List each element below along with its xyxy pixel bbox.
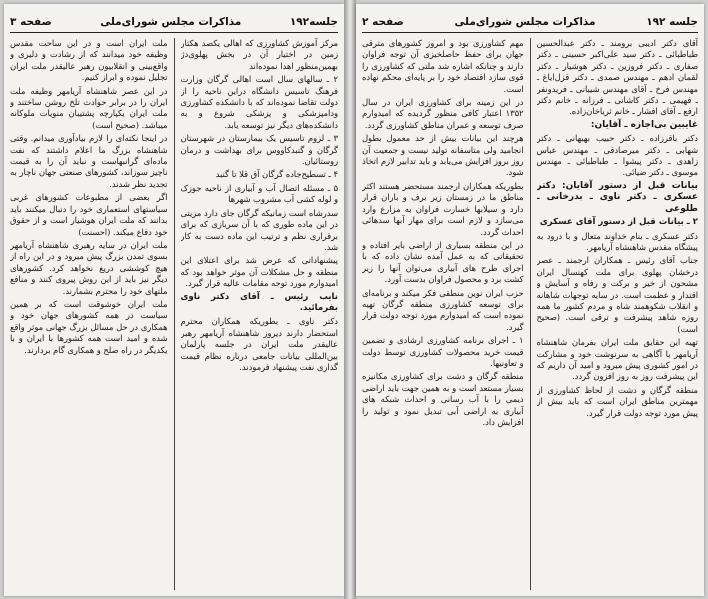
- page-number: صفحه ۲: [362, 16, 404, 28]
- text-columns: [10, 38, 338, 590]
- paragraph: در اینجا نکته‌ای را لازم بیادآوری میدانم. وقتی شاهنشاه بزرگ ما اعلام داشتند که نفت ماده‌ای گرانبهاست و نباید آن را به قیمت ناچیز سوزاند، کشورهای صنعتی جهان ناچار به تجدید نظر شدند.: [10, 133, 168, 189]
- column-left: [10, 38, 168, 590]
- paragraph: دکتر باقرزاده ـ دکتر حبیب بهبهانی ـ دکتر شهابی ـ دکتر میرصادقی ـ مهندس عباس زاهدی ـ دکتر پیشوا ـ طباطبائی ـ مهندس موسوی ـ دکتر ضیائی.: [536, 133, 698, 178]
- paragraph: هرچند این بیانات بیش از حد معمول بطول انجامید ولی متاسفانه تولید نیست و جمعیت آن روز بروز افزایش می‌یابد و باید تدابیر لازم اتخاذ شود.: [362, 133, 524, 178]
- paragraph: منطقه گرگان و دشت از لحاظ کشاورزی از مهمترین مناطق ایران است که باید بیش از پیش مورد توجه دولت قرار گیرد.: [536, 384, 698, 418]
- header-rule: [362, 32, 698, 33]
- paragraph: مهم کشاورزی بود و امروز کشورهای مترقی جهان برای حفظ حاصلخیزی آن توجه فراوان دارند و چنانکه اشاره شد ملتی که کشاورزی را قوی سازد اقتصاد خود را بر پایه‌ای محکم نهاده است.: [362, 38, 524, 94]
- binding-gutter: [344, 0, 356, 599]
- session-label: جلسه۱۹۲: [289, 16, 338, 28]
- publication-title: مذاکرات مجلس شورای‌ملی: [454, 16, 596, 28]
- page-number: صفحه ۳: [10, 16, 52, 28]
- column-right: [181, 38, 339, 590]
- paragraph: ملت ایران در سایه رهبری شاهنشاه آریامهر بسوی تمدن بزرگ پیش میرود و در این راه از هیچ کوششی دریغ نخواهد کرد. کشورهای دیگر نیز باید از این روش پیروی کنند و منافع ملتهای خود را محترم بشمارند.: [10, 239, 168, 296]
- paragraph: در این منطقه بسیاری از اراضی بایر افتاده و تحقیقاتی که به عمل آمده نشان داده که با اجرای طرح های آبیاری می‌توان آنها را زیر کشت برد و محصول فراوان بدست آورد.: [362, 239, 524, 285]
- speaker-line: نایب رئیس ـ آقای دکتر ناوی بفرمائید.: [180, 291, 338, 313]
- text-columns: [362, 38, 698, 590]
- publication-title: مذاکرات مجلس شورای‌ملی: [100, 16, 242, 28]
- paragraph: جناب آقای رئیس ـ همکاران ارجمند ـ عصر درخشان پهلوی برای ملت کهنسال ایران مشحون از خیر و برکت و رفاه و آسایش و اقتدار و عظمت است. در سایه توجهات شاهانه و انقلاب شکوهمند شاه و مردم کشور ما همه روزه شاهد پیشرفت و ترقی است. (صحیح است): [536, 255, 698, 334]
- subsection-heading: ۲ ـ بیانات قبل از دستور آقای عسکری: [539, 217, 698, 228]
- paragraph: آقای دکتر ادیبی برومند ـ دکتر عبدالحسین طباطبائی ـ دکتر سید علی‌اکبر حسینی ـ دکتر صفاری ـ دکتر فروزین ـ دکتر هوشیار ـ دکتر لقمان ادهم ـ مهندس صمدی ـ دکتر قزل‌ایاغ ـ مهندس فرخ ـ آقای مهندس شیبانی ـ فریدونفر ـ فهیمی ـ دکتر کاشانی ـ فرزانه ـ خانم دکتر ارفع ـ آقای افشار ـ خانم ثریاخان‌زاده.: [536, 38, 698, 117]
- section-heading: غایبین بی‌اجازه ـ آقایان:: [590, 119, 698, 130]
- page-header: [10, 14, 338, 30]
- paragraph: ۲ ـ سالهای سال است اهالی گرگان وزارت فرهنگ تاسیس دانشگاه دراین ناحیه را از دولت تقاضا نموده‌اند که با دانشکده کشاورزی ودامپزشکی و پزشکی شروع و به دانشکده‌های دیگر نیز توسعه یابد.: [180, 74, 338, 130]
- header-rule: [10, 32, 338, 33]
- paragraph: در این زمینه برای کشاورزی ایران در سال ۱۳۵۲ اعتبار کافی منظور گردیده که امیدوارم صرف توسعه و عمران مناطق کشاورزی گردد.: [362, 97, 524, 130]
- page-3: [4, 4, 344, 596]
- paragraph: اگر بعضی از مطبوعات کشورهای غربی سیاستهای استعماری خود را دنبال میکنند باید بدانند که ملت ایران هوشیار است و از حقوق خود دفاع میکند. (احسنت): [10, 192, 168, 237]
- column-divider: [174, 38, 175, 590]
- column-right: [537, 38, 699, 590]
- column-divider: [530, 38, 531, 590]
- page-2: [356, 4, 704, 596]
- session-label: جلسه ۱۹۲: [646, 16, 698, 28]
- paragraph: دکتر ناوی ـ بطوریکه همکاران محترم استحضار دارند دیروز شاهنشاه آریامهر رهبر عالیقدر ملت ایران در جلسه پارلمان بین‌المللی بیانات جامعی درباره نظام قیمت گذاری نفت پیشنهاد فرمودند.: [180, 316, 338, 372]
- paragraph: تهیه این حقایق ملت ایران بفرمان شاهنشاه آریامهر با آگاهی به سرنوشت خود و مشارکت در امور کشوری پیش میرود و امید آن داریم که این پیشرفت روز به روز افزون گردد.: [536, 337, 698, 382]
- paragraph: ملت ایران خوشوقت است که بر همین سیاست در همه کشورهای جهان خود و همکاری در حل مسائل بزرگ جهانی موثر واقع شده و امید است همه کشورها با ایران و با یکدیگر در راه صلح و همکاری گام بردارند.: [10, 298, 168, 355]
- paragraph: دکتر عسکری ـ بنام خداوند متعال و با درود به پیشگاه مقدس شاهنشاه آریامهر.: [536, 230, 698, 252]
- paragraph: ۱ ـ اجرای برنامه کشاورزی ارشادی و تضمین قیمت خرید محصولات کشاورزی توسط دولت و تعاونیها.: [362, 335, 524, 368]
- paragraph: حزب ایران نوین منطقی فکر میکند و برنامه‌ای برای توسعه کشاورزی منطقه گرگان تهیه نموده است که امیدوارم مورد توجه دولت قرار گیرد.: [362, 287, 524, 332]
- section-heading: بیانات قبل از دستور آقایان: دکتر عسکری ـ دکتر ناوی ـ بدرخانی ـ طلوعی: [536, 180, 698, 214]
- paragraph: ملت ایران است و در این ساحت مقدس وظیفه خود میدانند که از رشادت و دلیری و واقع‌بینی و انقلابیون رهبر عالیقدر ملت ایران تجلیل نموده و ابراز کنیم.: [10, 38, 168, 83]
- paragraph: سدرشاه است زمانیکه گرگان جای دارد مزیتی در این ماده طوری که با آن سربازی که برای برقراری نظم و ترتیب این ماده دست به کار شد.: [180, 207, 338, 252]
- paragraph: مرکز آموزش کشاورزی که اهالی یکصد هکتار زمین در اختیار آن در بخش پهلوی‌دژ بهمین‌منظور اهدا نموده‌اند: [180, 38, 338, 71]
- column-left: [362, 38, 524, 590]
- paragraph: بطوریکه همکاران ارجمند مستحضر هستند اکثر مناطق ما در زمستان زیر برف و باران قرار دارد و سیلابها خسارت فراوان به مزارع وارد می‌سازد و لازم است برای مهار آبها سدهائی احداث گردد.: [362, 180, 524, 237]
- paragraph: ۴ ـ تسطیح‌جاده گرگان آق قلا تا گنبد: [215, 169, 338, 180]
- paragraph: منطقه گرگان و دشت برای کشاورزی مکانیزه بسیار مستعد است و به همین جهت باید اراضی دیمی را با آب رسانی و احداث شبکه های آبیاری به اراضی آبی تبدیل نمود و تولید را افزایش داد.: [362, 371, 524, 427]
- paragraph: ۵ ـ مسئله اتصال آب و آبیاری از ناحیه جوزک و لوله کشی آب مشروب شهرها: [180, 182, 338, 205]
- paragraph: در این عصر شاهنشاه آریامهر وظیفه ملت ایران را در برابر حوادث تلخ روشن ساختند و ملت ایران یکپارچه پشتیبان منویات ملوکانه میباشد. (صحیح است): [10, 85, 168, 130]
- paragraph: پیشنهاداتی که عرض شد برای اعتلای این منطقه و حل مشکلات آن موثر خواهد بود که امیدوارم مورد توجه مقامات عالیه قرار گیرد.: [180, 255, 338, 289]
- paragraph: ۳ ـ لزوم تاسیس یک بیمارستان در شهرستان گرگان و گنبدکاووس برای بهداشت و درمان روستائیان.: [180, 133, 338, 167]
- page-header: [362, 14, 698, 30]
